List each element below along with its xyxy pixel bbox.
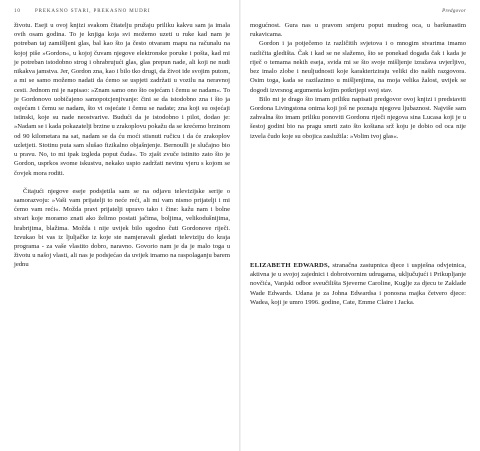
paragraph: Bilo mi je drago što imam priliku napisati predgovor ovoj knjizi i predstaviti Gordona Livingstona onima koji još ne poznaju njegovu ljubaznost. Najviše sam zahvalna što imam priliku ponoviti Gordonu riječi njegova sina Lucasa koji je u šestoj godini bio na pragu smrti zato što koštana srž koju je dobio od oca nije izvela čudo koje su obojica zaslužila: »Volim tvoj glas«. bbox=[250, 95, 466, 140]
right-page bbox=[240, 0, 480, 451]
paragraph: životu. Eseji u ovoj knjizi svakom čitatelju pružaju priliku kakvu sam ja imala ovih osam godina. To je knjiga koja svi možemo uzeti u ruke kad nam je potreban taj zamišljeni glas, bal kao što ja često otvaram mapu na računalu na kojoj piše »Gordon«, u kojoj čuvam njegove elektronske poruke i pošta, kad mi je potreban istodobno strog i ohrabrujući glas, glas prepun nade, ali koji ne nudi nikakva jamstva. Jer, Gordon zna, kao i bilo tko drugi, da život ide svojim putom, a mi se samo možemo nadati da ćemo se uspjeti zadržati u vozilu na neravnoj cesti. Jednom mi je napisao: »Znam samo ono što osjećam i čemu se nadam«. To je Gordonovo uobičajeno samopotcjenjivanje: čini se da istodobno zna i što ja osjećam i čemu se nadam, što vi osjećate i čemu se nadate; zna koji su osjećaji istinski, koje su nade neostvarive. Budući da je istodobno i pilot, dodao je: »Nadam se i kada pokazatelji brzine u zrakoplovu pokažu da se krećemo brzinom od 90 kilometara na sat, nadam se da ću moći stisnuti ručicu i da će zrakoplov uzletjeti. Stotinu puta sam slušao fizikalno objašnjenje. Bernoulli je slučajno bio u pravu. No, to mi ipak izgleda poput čuda«. To zjašt zvuče istinito zato što je Gordon, usprkos svome iskustvu, nekako uspio zadržati nevinu vjeru s kojom se čovjek mora roditi. bbox=[14, 22, 230, 177]
left-body-text bbox=[14, 21, 230, 270]
paragraph: mogućnost. Gura nas u pravom smjeru poput mudrog oca, u baršunastim rukavicama. bbox=[250, 22, 466, 39]
author-bio bbox=[250, 261, 466, 307]
author-bio-text: stranačna zastupnica djece i uspješna odvjetnica, aktivna je u svojoj zajednici i dobrotvornim udrugama, uključujući i Prikupljanje novčića, Vanjski odbor sveučilišta Sjeverne Caroline, Kuglje za djecu te Zaklade Wade Edwards. Udana je za Johna Edwardsa i ponosna majka četvero djece: Wadea, koji je umro 1996. godine, Cate, Emme Claire i Jacka. bbox=[250, 261, 466, 306]
paragraph: Čitajući njegove eseje podsjetila sam se na odjavu televizijske serije o samorazvoju: »Vaši vam prijatelji to neće reći, ali mi vam nismo prijatelji i mi ćemo vam reći«. Možda pravi prijatelji upravo tako i čine: kažu nam i bolne stvari koje moramo znati ako želimo postati jačima, boljima, velikodušnijima, hrabrijima, blažima. Možda i nije uvijek bilo ugodno čuti Gordonove riječi. Izvukao bi vas iz ljuljačke iz koje ste namjeravali gledati televiziju do kraja programa - za vaše vlastito dobro, naravno. Govorio nam je da je malo toga u životu u našoj vlasti, ali nas je podsjećao da uvijek imamo na raspolaganju barem jednu bbox=[14, 187, 230, 269]
right-running-head: Predgovor bbox=[442, 9, 466, 14]
book-title-header: PREKASNO STARI, PREKASNO MUDRI bbox=[34, 9, 151, 14]
paragraph: Gordon i ja potječemo iz različitih svjetova i o mnogim stvarima imamo različita gledišta. Čak i kad se ne slažemo, što se ponekad događa čak i kada je riječ o temama nekih eseja, svida mi se što svoje mišljenje izražava uvjerljivo, bez imalo zlobe i neuljudnosti koje karakteriziraju veliki dio naših razgovora. Osim toga, kada se razilazimo u mišljenjima, na moja velika žalost, uvijek se dogodi izvrsnog argumenta kojim potkrijepi svoj stav. bbox=[250, 40, 466, 94]
page-number: 10 bbox=[14, 9, 21, 14]
right-body-text bbox=[250, 21, 466, 307]
left-running-head bbox=[14, 9, 230, 21]
author-name: ELIZABETH EDWARDS, bbox=[250, 261, 330, 269]
